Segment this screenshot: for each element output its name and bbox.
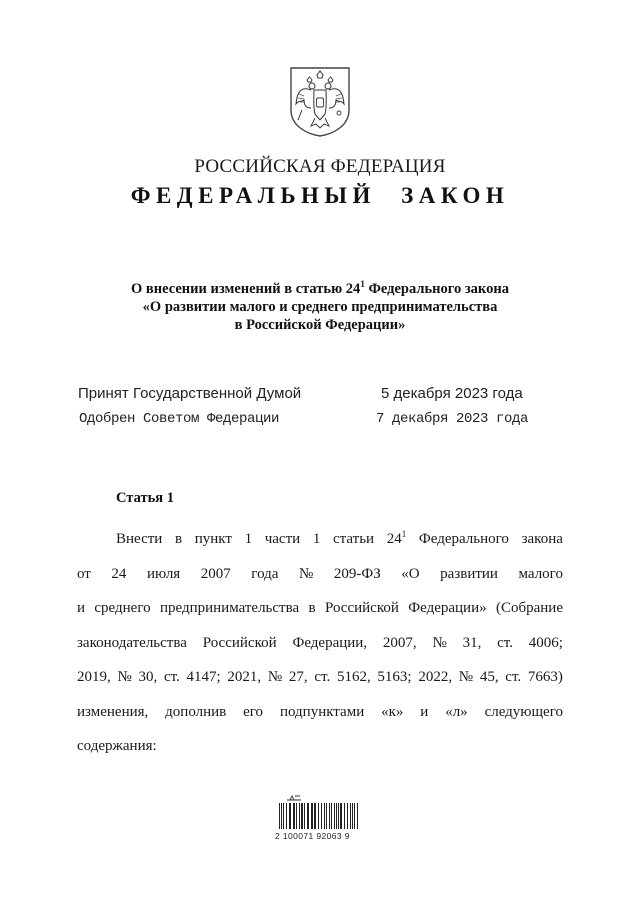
article-word: 2022,: [418, 669, 453, 685]
article-word: 1: [312, 531, 321, 547]
article-word: №: [298, 565, 314, 582]
article-word: пункт: [194, 531, 232, 547]
law-title-line-3: в Российской Федерации»: [234, 317, 406, 333]
barcode-bar: [293, 803, 295, 829]
article-word: 4147;: [186, 669, 221, 685]
article-word: законодательства: [77, 634, 187, 651]
document-barcode: [275, 793, 365, 851]
article-word: №: [267, 669, 283, 685]
barcode-bar: [296, 803, 297, 829]
article-word: 5163;: [377, 669, 412, 685]
article-word: в: [174, 531, 183, 547]
article-word: Федерации»: [408, 600, 487, 616]
barcode-bar: [350, 803, 351, 829]
law-title: [90, 280, 550, 334]
article-word: 4006;: [528, 634, 563, 651]
article-word: малого: [518, 565, 563, 582]
barcode-bar: [286, 803, 287, 829]
article-word: Российской: [202, 634, 277, 651]
barcode-bar: [324, 803, 325, 829]
coat-of-arms-of-russia-icon: [289, 66, 351, 138]
article-word: и: [420, 703, 429, 720]
article-word: №: [117, 669, 132, 685]
article-word: статьи: [333, 531, 375, 547]
article-word: №: [458, 669, 474, 685]
article-word: «к»: [381, 703, 404, 720]
law-title-line-2: «О развитии малого и среднего предпринимательства: [142, 299, 498, 315]
article-line: [77, 626, 563, 661]
barcode-bar: [329, 803, 330, 829]
article-word: 24: [111, 565, 127, 582]
article-word: Федерации,: [292, 634, 368, 651]
article-word: его: [243, 703, 264, 720]
barcode-bar: [301, 803, 303, 829]
article-word: среднего: [94, 600, 151, 616]
article-line: [77, 591, 563, 626]
barcode-bar: [357, 803, 358, 829]
article-word: ст.: [163, 669, 180, 685]
article-word: 2007,: [382, 634, 417, 651]
article-word: 2007: [200, 565, 231, 582]
article-word: в: [308, 600, 316, 616]
article-word: 2021,: [227, 669, 262, 685]
article-body: [77, 522, 563, 764]
article-heading: Статья 1: [116, 490, 174, 506]
barcode-bar: [334, 803, 335, 829]
adopted-label: Принят Государственной Думой: [78, 385, 302, 402]
article-line: [77, 557, 563, 592]
barcode-bar: [289, 803, 291, 829]
article-word: содержания:: [77, 738, 157, 754]
article-word: части: [264, 531, 301, 547]
law-title-line-1: О внесении изменений в статью $24^1$ Федерального закона: [131, 279, 509, 297]
article-word: закона: [521, 531, 563, 547]
barcode-bar: [283, 803, 284, 829]
article-word: развитии: [440, 565, 498, 582]
article-word: следующего: [484, 703, 563, 720]
article-word: №: [432, 634, 447, 651]
document-type: ФЕДЕРАЛЬНЫЙ ЗАКОН: [130, 183, 510, 208]
article-word: 2019,: [77, 669, 111, 685]
article-word: Российской: [324, 600, 399, 616]
article-word: предпринимательства: [159, 600, 300, 616]
barcode-number: 2 100071 92063 9: [275, 831, 350, 841]
article-word: 45,: [479, 669, 499, 685]
barcode-bar: [299, 803, 300, 829]
barcode-bar: [347, 803, 348, 829]
article-word: июля: [146, 565, 181, 582]
article-word: ст.: [497, 634, 513, 651]
article-word: $24^1$: [386, 529, 407, 547]
article-word: 30,: [138, 669, 158, 685]
article-word: 31,: [462, 634, 482, 651]
approved-date: 7 декабря 2023 года: [376, 411, 529, 427]
article-word: (Собрание: [495, 600, 563, 616]
barcode-bar: [340, 803, 342, 829]
barcode-mark-icon: [287, 795, 301, 801]
approved-label: Одобрен Советом Федерации: [79, 411, 280, 427]
barcode-bar: [314, 803, 316, 829]
article-word: ст.: [314, 669, 331, 685]
article-word: подпунктами: [279, 703, 365, 720]
state-name: РОССИЙСКАЯ ФЕДЕРАЦИЯ: [194, 156, 446, 177]
barcode-bars-icon: [279, 803, 361, 829]
barcode-bar: [304, 803, 305, 829]
article-word: «О: [401, 565, 420, 582]
article-word: 27,: [288, 669, 308, 685]
barcode-bar: [318, 803, 319, 829]
barcode-bar: [279, 803, 280, 829]
article-word: 209-ФЗ: [333, 565, 381, 582]
article-word: от: [77, 565, 91, 582]
barcode-bar: [331, 803, 332, 829]
barcode-bar: [336, 803, 337, 829]
barcode-bar: [352, 803, 353, 829]
article-word: года: [251, 565, 279, 582]
article-word: 5162,: [336, 669, 371, 685]
barcode-bar: [307, 803, 309, 829]
barcode-bar: [344, 803, 345, 829]
article-word: дополнив: [165, 703, 227, 720]
barcode-bar: [311, 803, 313, 829]
article-word: Внести: [116, 531, 163, 547]
article-line: [77, 695, 563, 730]
barcode-bar: [338, 803, 339, 829]
barcode-bar: [354, 803, 355, 829]
article-line: [77, 729, 563, 764]
article-word: и: [77, 600, 86, 616]
barcode-bar: [321, 803, 322, 829]
article-word: «л»: [445, 703, 468, 720]
adopted-date: 5 декабря 2023 года: [381, 385, 523, 402]
article-word: 1: [244, 531, 253, 547]
article-word: изменения,: [77, 703, 149, 720]
article-word: ст.: [505, 669, 522, 685]
barcode-bar: [326, 803, 327, 829]
coat-of-arms-emblem: [289, 66, 351, 138]
barcode-bar: [281, 803, 282, 829]
article-line: [77, 660, 563, 695]
article-word: Федерального: [418, 531, 509, 547]
article-line: [77, 522, 563, 557]
article-word: 7663): [527, 669, 563, 685]
